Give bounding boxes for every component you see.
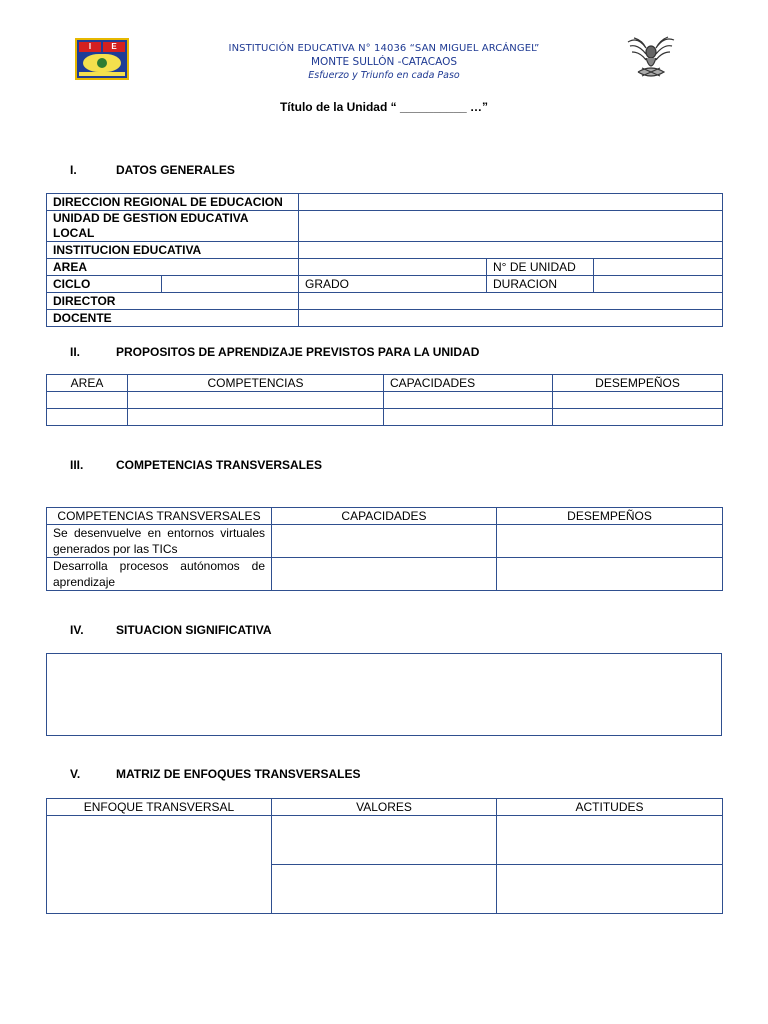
cell[interactable] (47, 392, 128, 409)
label-docente: DOCENTE (47, 310, 299, 327)
field-director[interactable] (299, 293, 723, 310)
cell[interactable] (128, 392, 384, 409)
table-row (47, 259, 723, 276)
label-dre: DIRECCION REGIONAL DE EDUCACION (47, 194, 299, 211)
section-label: PROPOSITOS DE APRENDIZAJE PREVISTOS PARA LA UNIDAD (116, 345, 480, 359)
table-row (47, 392, 723, 409)
situacion-significativa-box[interactable] (46, 653, 722, 736)
section-label: COMPETENCIAS TRANSVERSALES (116, 458, 323, 472)
table-row (47, 293, 723, 310)
cell[interactable] (553, 392, 723, 409)
table-row (47, 525, 723, 558)
school-logo (75, 38, 129, 80)
section-number: III. (70, 458, 84, 472)
section-label: DATOS GENERALES (116, 163, 235, 177)
cell[interactable] (272, 525, 497, 558)
header-area: AREA (47, 375, 128, 392)
field-ciclo[interactable] (162, 276, 299, 293)
section-number: II. (70, 345, 81, 359)
table-row (47, 194, 723, 211)
section-propositos (70, 345, 479, 359)
field-n-unidad[interactable] (594, 259, 723, 276)
cell[interactable] (272, 558, 497, 591)
unit-title: Título de la Unidad “ __________ …” (279, 100, 489, 114)
section-datos-generales (70, 163, 235, 177)
enfoques-table (46, 798, 723, 914)
section-matriz-enfoques (70, 767, 360, 781)
section-competencias-transversales (70, 458, 322, 472)
header-desempenos: DESEMPEÑOS (497, 508, 723, 525)
section-label: MATRIZ DE ENFOQUES TRANSVERSALES (116, 767, 361, 781)
section-number: V. (70, 767, 81, 781)
institution-location: MONTE SULLÓN -CATACAOS (310, 56, 458, 68)
competencia-autonomos: Desarrolla procesos autónomos de aprendizaje (47, 558, 272, 591)
cell[interactable] (497, 865, 723, 914)
field-ugel[interactable] (299, 211, 723, 242)
cell[interactable] (384, 392, 553, 409)
cell[interactable] (497, 816, 723, 865)
header-capacidades: CAPACIDADES (272, 508, 497, 525)
section-label: SITUACION SIGNIFICATIVA (116, 623, 272, 637)
label-duracion: DURACION (487, 276, 594, 293)
table-row (47, 276, 723, 293)
section-number: I. (70, 163, 77, 177)
section-number: IV. (70, 623, 84, 637)
logo-letter-e: E (103, 42, 125, 52)
cell[interactable] (128, 409, 384, 426)
propositos-table (46, 374, 723, 426)
header-capacidades: CAPACIDADES (384, 375, 553, 392)
cell[interactable] (47, 409, 128, 426)
section-situacion-significativa (70, 623, 272, 637)
header-competencias: COMPETENCIAS (128, 375, 384, 392)
label-ugel: UNIDAD DE GESTION EDUCATIVA LOCAL (47, 211, 299, 242)
cell[interactable] (553, 409, 723, 426)
institution-motto: Esfuerzo y Triunfo en cada Paso (308, 70, 460, 81)
header-desempenos: DESEMPEÑOS (553, 375, 723, 392)
cell-enfoque[interactable] (47, 816, 272, 914)
field-duracion[interactable] (594, 276, 723, 293)
transversales-table (46, 507, 723, 591)
cell[interactable] (497, 525, 723, 558)
field-ie[interactable] (299, 242, 723, 259)
field-area[interactable] (299, 259, 487, 276)
logo-letter-i: I (79, 42, 101, 52)
institution-name: INSTITUCIÓN EDUCATIVA N° 14036 “SAN MIGUEL ARCÁNGEL” (228, 43, 540, 54)
label-ie: INSTITUCION EDUCATIVA (47, 242, 299, 259)
header-valores: VALORES (272, 799, 497, 816)
label-director: DIRECTOR (47, 293, 299, 310)
header-actitudes: ACTITUDES (497, 799, 723, 816)
label-n-unidad: N° DE UNIDAD (487, 259, 594, 276)
datos-generales-table (46, 193, 723, 327)
field-dre[interactable] (299, 194, 723, 211)
table-row (47, 558, 723, 591)
competencia-tics: Se desenvuelve en entornos virtuales generados por las TICs (47, 525, 272, 558)
cell[interactable] (497, 558, 723, 591)
cell[interactable] (384, 409, 553, 426)
table-row (47, 816, 723, 865)
table-row (47, 310, 723, 327)
eagle-emblem-icon (624, 34, 678, 80)
field-docente[interactable] (299, 310, 723, 327)
table-row (47, 409, 723, 426)
table-header-row (47, 799, 723, 816)
table-header-row (47, 508, 723, 525)
cell[interactable] (272, 816, 497, 865)
table-row (47, 242, 723, 259)
table-header-row (47, 375, 723, 392)
label-grado: GRADO (299, 276, 487, 293)
cell[interactable] (272, 865, 497, 914)
label-ciclo: CICLO (47, 276, 162, 293)
label-area: AREA (47, 259, 299, 276)
table-row (47, 211, 723, 242)
header-competencias-transversales: COMPETENCIAS TRANSVERSALES (47, 508, 272, 525)
header-enfoque-transversal: ENFOQUE TRANSVERSAL (47, 799, 272, 816)
